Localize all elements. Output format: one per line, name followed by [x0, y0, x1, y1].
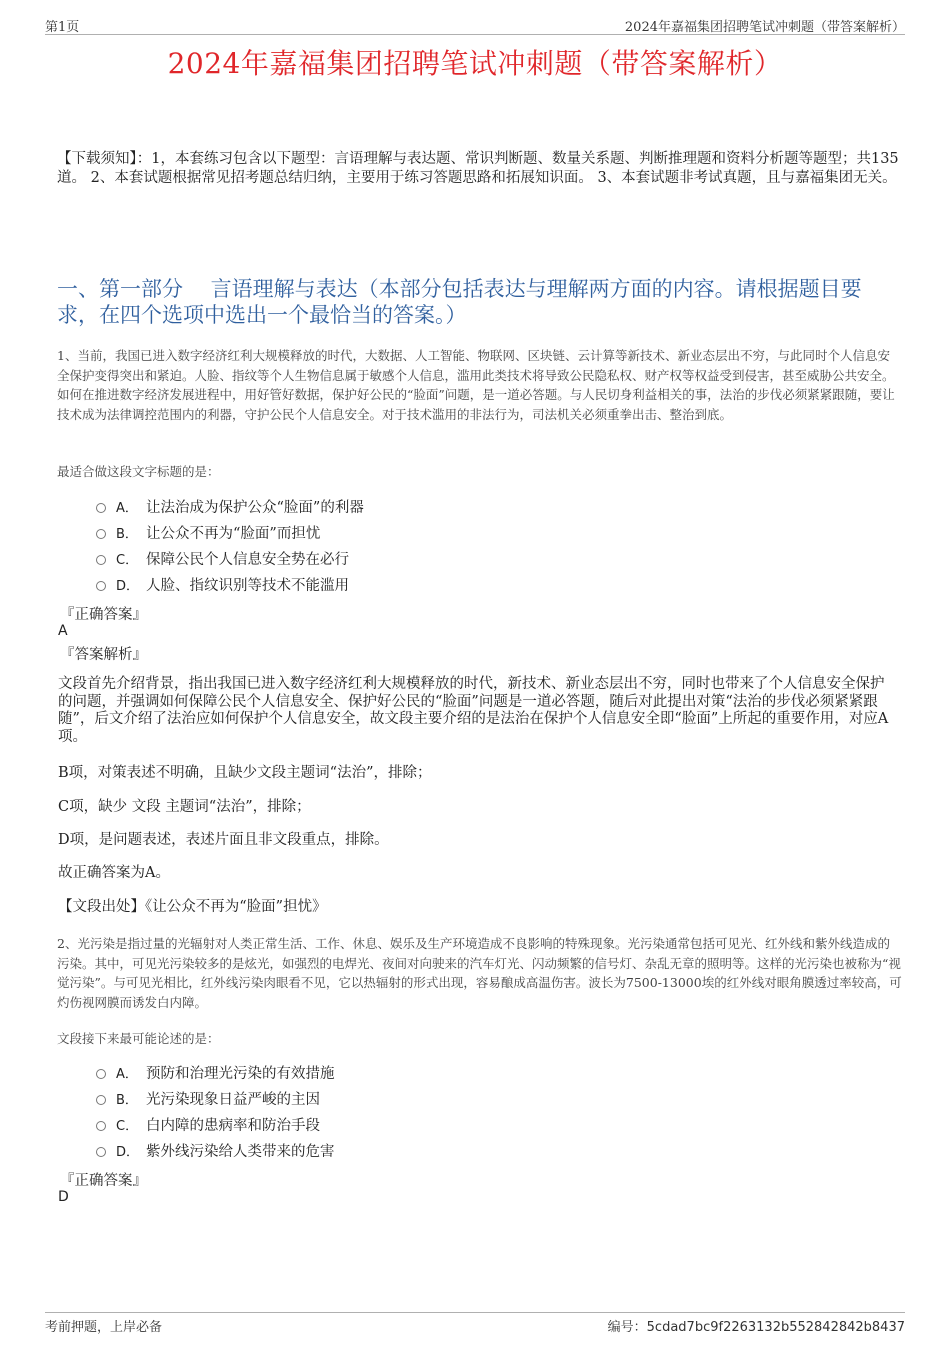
page-footer [45, 1312, 905, 1335]
question-2-stem: 2、光污染是指过量的光辐射对人类正常生活、工作、休息、娱乐及生产环境造成不良影响的特殊现象。光污染通常包括可见光、红外线和紫外线造成的污染。其中，可见光污染较多的是炫光，如强烈的电焊光、夜间对向驶来的汽车灯光、闪动频繁的信号灯、杂乱无章的照明等。这样的光污染也被称为“视觉污染”。与可见光相比，红外线污染肉眼看不见，它以热辐射的形式出现，容易酿成高温伤害。波长为7500-13000埃的红外线对眼角膜透过率较高，可灼伤视网膜而诱发白内障。 [57, 936, 902, 1010]
question-2-option-b[interactable] [96, 1085, 335, 1111]
option-text: 保障公民个人信息安全势在必行 [146, 551, 349, 568]
option-letter: D． [116, 578, 140, 594]
radio-icon[interactable] [96, 1121, 106, 1131]
question-1-option-c[interactable] [96, 545, 364, 571]
option-letter: B． [116, 526, 138, 542]
option-letter: A． [116, 1066, 138, 1082]
question-1-source: 【文段出处】《让公众不再为“脸面”担忧》 [58, 899, 327, 915]
radio-icon[interactable] [96, 529, 106, 539]
question-1-analysis-conclusion: 故正确答案为A。 [58, 865, 170, 881]
page-header [45, 14, 905, 35]
option-text: 紫外线污染给人类带来的危害 [146, 1143, 335, 1160]
option-text: 白内障的患病率和防治手段 [146, 1117, 320, 1134]
radio-icon[interactable] [96, 1147, 106, 1157]
footer-code [608, 1316, 905, 1335]
footer-slogan: 考前押题，上岸必备 [45, 1320, 163, 1335]
radio-icon[interactable] [96, 581, 106, 591]
question-1-stem: 1、当前，我国已进入数字经济红利大规模释放的时代，大数据、人工智能、物联网、区块链、云计算等新技术、新业态层出不穷，与此同时个人信息安全保护变得突出和紧迫。人脸、指纹等个人生物信息属于敏感个人信息，滥用此类技术将导致公民隐私权、财产权等权益受到侵害，甚至威胁公共安全。如何在推进数字经济发展进程中，用好管好数据，保护好公民的“脸面”问题，是一道必答题。与人民切身利益相关的事，法治的步伐必须紧紧跟随，要让技术成为法律调控范围内的利器，守护公民个人信息安全。对于技术滥用的非法行为，司法机关必须重拳出击、整治到底。 [57, 348, 895, 422]
option-letter: C． [116, 552, 139, 568]
question-1-analysis-main: 文段首先介绍背景，指出我国已进入数字经济红利大规模释放的时代，新技术、新业态层出不穷，同时也带来了个人信息安全保护的问题，并强调如何保障公民个人信息安全、保护好公民的“脸面”问题是一道必答题，随后对此提出对策“法治的步伐必须紧紧跟随”，后文介绍了法治应如何保护个人信息安全，故文段主要介绍的是法治在保护个人信息安全即“脸面”上所起的重要作用，对应A项。 [58, 676, 889, 745]
question-1-analysis-c: C项，缺少 文段 主题词“法治”，排除； [58, 799, 311, 815]
page-number: 第1页 [45, 20, 80, 35]
question-2-answer-label: 『正确答案』 [60, 1173, 147, 1189]
radio-icon[interactable] [96, 555, 106, 565]
question-2-prompt: 文段接下来最可能论述的是： [57, 1031, 220, 1046]
option-text: 让法治成为保护公众“脸面”的利器 [146, 499, 364, 516]
option-letter: B． [116, 1092, 138, 1108]
question-1-option-a[interactable] [96, 493, 364, 519]
radio-icon[interactable] [96, 1069, 106, 1079]
question-1-analysis-d: D项，是问题表述，表述片面且非文段重点，排除。 [58, 832, 389, 848]
header-doc-name: 2024年嘉福集团招聘笔试冲刺题（带答案解析） [624, 20, 905, 35]
option-text: 让公众不再为“脸面”而担忧 [146, 525, 321, 542]
question-1-options [96, 493, 364, 597]
question-2-option-d[interactable] [96, 1137, 335, 1163]
option-letter: C． [116, 1118, 139, 1134]
question-2-answer: D [58, 1189, 69, 1205]
radio-icon[interactable] [96, 1095, 106, 1105]
footer-code-value: 5cdad7bc9f2263132b552842842b8437 [646, 1320, 905, 1335]
footer-code-label: 编号： [607, 1320, 647, 1335]
option-text: 光污染现象日益严峻的主因 [146, 1091, 320, 1108]
option-letter: D． [116, 1144, 140, 1160]
question-1-answer: A [58, 623, 68, 639]
question-1-option-b[interactable] [96, 519, 364, 545]
question-2-option-a[interactable] [96, 1059, 335, 1085]
option-text: 预防和治理光污染的有效措施 [146, 1065, 335, 1082]
option-text: 人脸、指纹识别等技术不能滥用 [146, 577, 349, 594]
radio-icon[interactable] [96, 503, 106, 513]
question-1-answer-label: 『正确答案』 [60, 607, 147, 623]
document-title: 2024年嘉福集团招聘笔试冲刺题（带答案解析） [167, 47, 783, 80]
question-2-options [96, 1059, 335, 1163]
section-heading: 一、第一部分 言语理解与表达（本部分包括表达与理解两方面的内容。请根据题目要求，在四个选项中选出一个最恰当的答案。） [57, 277, 862, 327]
question-2-option-c[interactable] [96, 1111, 335, 1137]
question-1-prompt: 最适合做这段文字标题的是： [57, 464, 220, 479]
option-letter: A． [116, 500, 138, 516]
download-notice: 【下载须知】：1，本套练习包含以下题型：言语理解与表达题、常识判断题、数量关系题、判断推理题和资料分析题等题型；共135道。 2、本套试题根据常见招考题总结归纳，主要用于练习答题思路和拓展知识面。 3、本套试题非考试真题，且与嘉福集团无关。 [57, 151, 899, 186]
question-1-analysis-label: 『答案解析』 [60, 647, 147, 663]
question-1-option-d[interactable] [96, 571, 364, 597]
question-1-analysis-b: B项，对策表述不明确，且缺少文段主题词“法治”，排除； [58, 765, 432, 781]
